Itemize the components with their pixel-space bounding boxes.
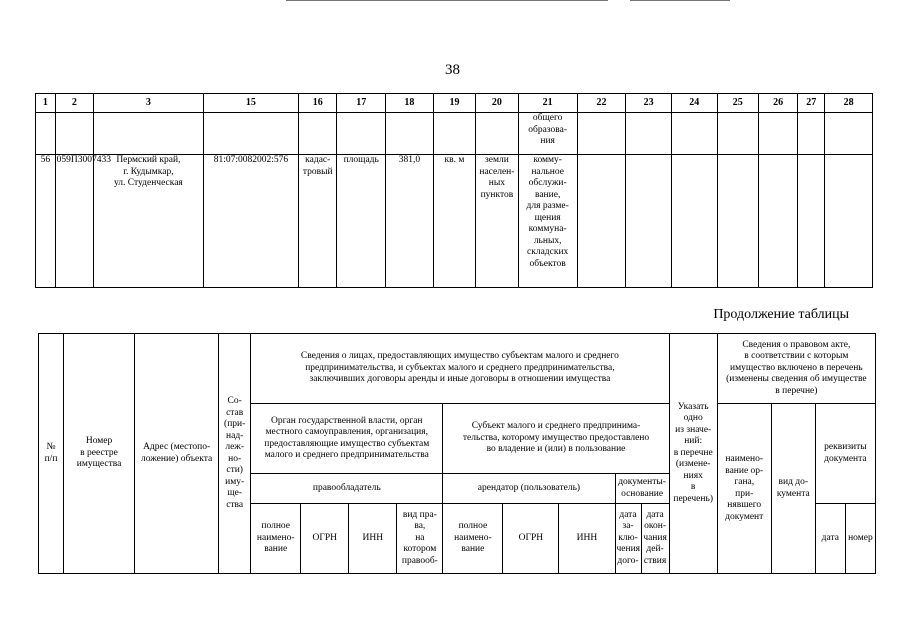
col-num-2: 2 (55, 94, 93, 113)
header-organ: Орган государственной власти, орган местного самоуправления, организация, предоставляющие имущество субъектам малого и среднего предпринимательства (251, 404, 443, 474)
header-date: дата (815, 504, 845, 574)
col-num-22: 22 (577, 94, 626, 113)
col-num-20: 20 (476, 94, 518, 113)
col-num-18: 18 (386, 94, 434, 113)
header-doc-requisites: реквизиты документа (815, 404, 875, 504)
header-full-name-holder: полное наимено- вание (251, 504, 301, 574)
parameter-value: 381,0 (386, 155, 434, 288)
header-right-type: вид пра- ва, на котором правооб- (397, 504, 443, 574)
header-inn-tenant: ИНН (559, 504, 615, 574)
col-num-23: 23 (626, 94, 672, 113)
col-num-1: 1 (36, 94, 56, 113)
header-composition: Со- став (при- над- леж- но- сти) иму- ще- ства (219, 334, 251, 574)
header-registry: Номер в реестре имущества (64, 334, 135, 574)
parameter-name: площадь (337, 155, 386, 288)
header-legal-act: Сведения о правовом акте, в соответствии с которым имущество включено в перечень (изменены сведения об имуществе в перечне) (717, 334, 875, 404)
header-tenant: арендатор (пользователь) (443, 474, 615, 504)
header-persons: Сведения о лицах, предоставляющих имущество субъектам малого и среднего предпринимательства, и субъектах малого и среднего предпринимательства, заключивших договоры аренды и иные договоры в отношении имущества (251, 334, 669, 404)
header-right-holder: правообладатель (251, 474, 443, 504)
header-num: № п/п (39, 334, 64, 574)
col-num-25: 25 (717, 94, 758, 113)
col-num-21: 21 (518, 94, 577, 113)
col-num-15: 15 (203, 94, 298, 113)
registry-number: 059П3007433 (55, 155, 93, 288)
address-cell: Пермский край, г. Кудымкар, ул. Студенческая (93, 155, 203, 288)
col-num-17: 17 (337, 94, 386, 113)
header-doc-basis: документы- основание (615, 474, 669, 504)
header-ogrn-holder: ОГРН (301, 504, 349, 574)
number-type: кадас- тровый (299, 155, 337, 288)
continuation-cell: общего образова- ния (518, 113, 577, 155)
header-indicate: Указать одно из значе- ний: в перечне (измене- ниях в перечень) (669, 334, 717, 574)
continuation-caption: Продолжение таблицы (713, 307, 849, 322)
permitted-use: комму- нальное обслужи- вание, для разме- щения коммуна- льных, складских объектов (518, 155, 577, 288)
unit-cell: кв. м (433, 155, 475, 288)
col-num-24: 24 (671, 94, 717, 113)
top-table (35, 93, 873, 288)
header-ogrn-tenant: ОГРН (503, 504, 559, 574)
continuation-row (36, 113, 873, 155)
col-num-27: 27 (798, 94, 825, 113)
col-num-16: 16 (299, 94, 337, 113)
column-number-row (36, 94, 873, 113)
header-organ-name: наимено- вание ор- гана, при- нявшего документ (717, 404, 771, 574)
header-number: номер (845, 504, 875, 574)
land-category: земли населен- ных пунктов (476, 155, 518, 288)
header-subject: Субъект малого и среднего предпринима- тельства, которому имущество предоставлено во владение и (или) в пользование (443, 404, 669, 474)
header-doc-type: вид до- кумента (771, 404, 815, 574)
header-full-name-tenant: полное наимено- вание (443, 504, 503, 574)
bottom-table (38, 333, 876, 574)
top-rule-left (286, 0, 608, 1)
header-date-end: дата окон- чания дей- ствия (641, 504, 669, 574)
col-num-19: 19 (433, 94, 475, 113)
col-num-26: 26 (758, 94, 797, 113)
col-num-28: 28 (825, 94, 873, 113)
top-rule-right (630, 0, 730, 1)
col-num-3: 3 (93, 94, 203, 113)
header-date-start: дата за- клю- чения дого- (615, 504, 641, 574)
table-row (36, 155, 873, 288)
row-number: 56 (36, 155, 56, 288)
header-inn-holder: ИНН (349, 504, 397, 574)
page-number: 38 (445, 62, 460, 78)
header-address: Адрес (местопо- ложение) объекта (135, 334, 219, 574)
cadastral-number: 81:07:0082002:576 (203, 155, 298, 288)
